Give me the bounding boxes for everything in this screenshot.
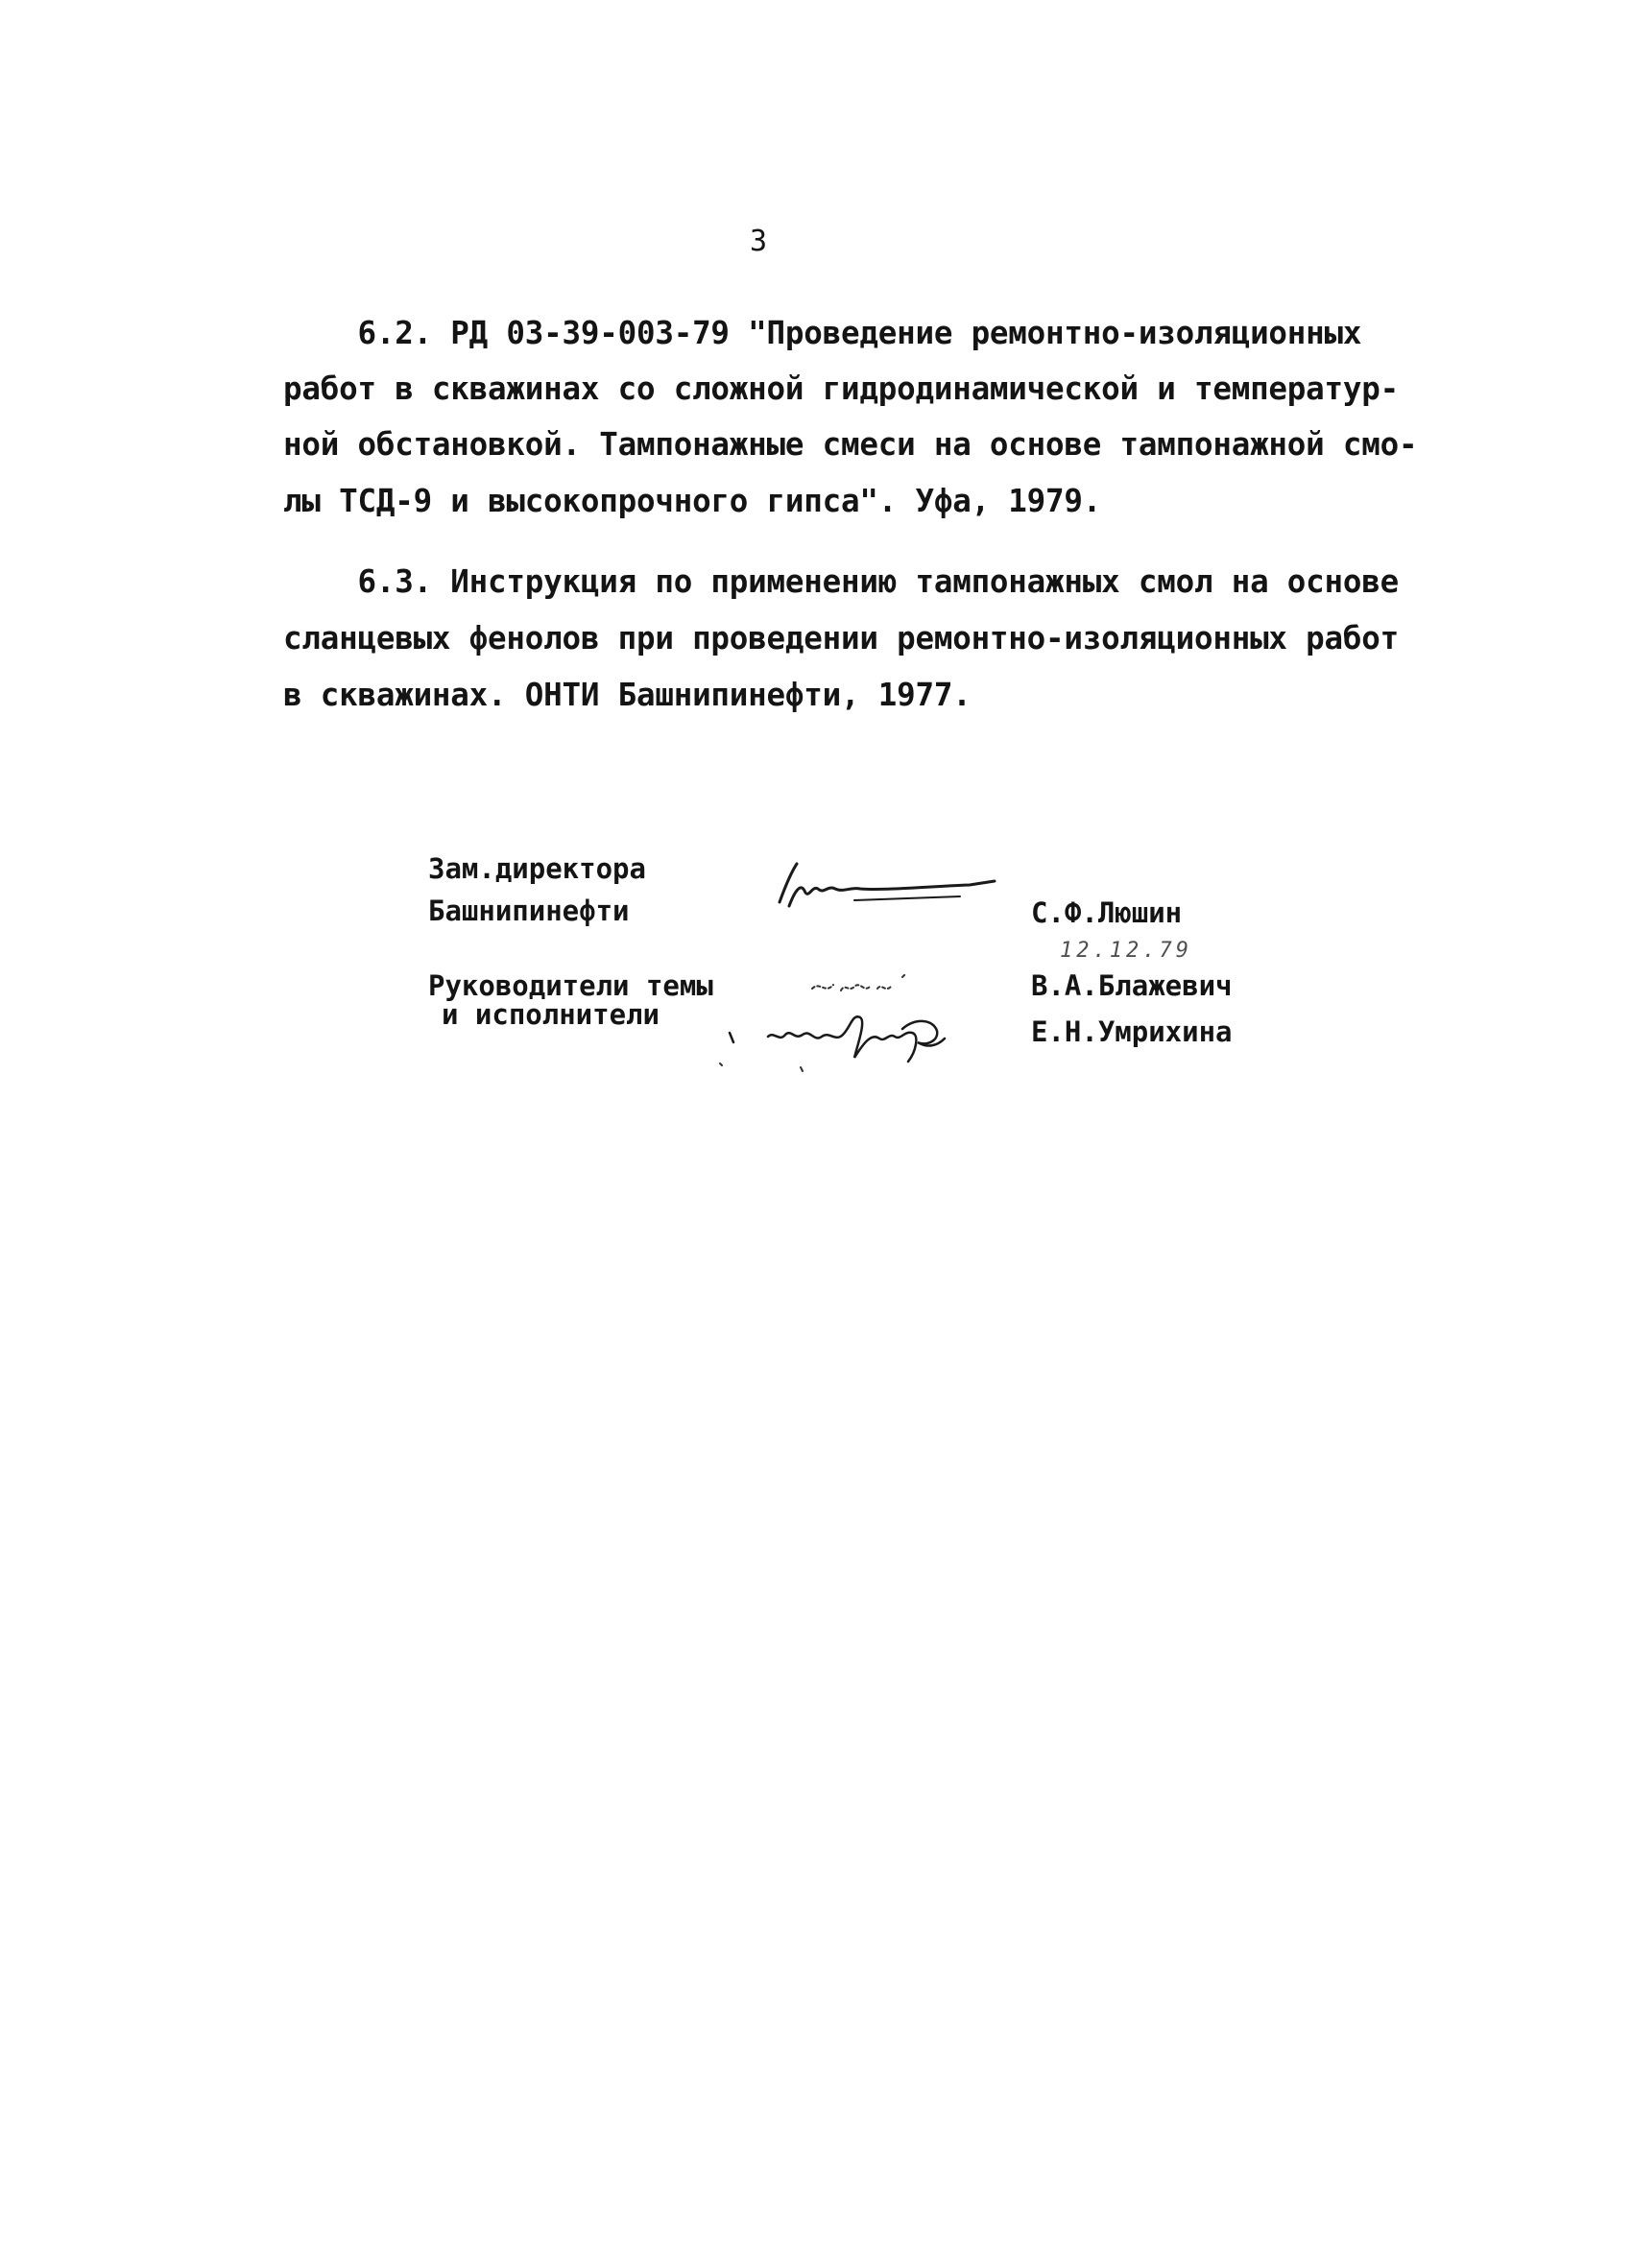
page-number: 3: [750, 225, 768, 258]
section-6-2-line-3: ной обстановкой. Тампонажные смеси на основе тампонажной смо-: [283, 426, 1418, 463]
deputy-title-2: Башнипинефти: [428, 895, 630, 927]
section-6-3-line-1: 6.3. Инструкция по применению тампонажных смол на основе: [283, 563, 1399, 600]
leaders-title-1: Руководители темы: [428, 969, 713, 1002]
leader-signature-2: [710, 1004, 998, 1075]
leader-name-1: В.А.Блажевич: [1031, 969, 1233, 1002]
section-6-2-line-1: 6.2. РД 03-39-003-79 "Проведение ремонтно-изоляционных: [283, 315, 1362, 351]
section-6-3-line-3: в скважинах. ОНТИ Башнипинефти, 1977.: [283, 677, 972, 713]
leader-signature-1: [806, 967, 922, 1002]
deputy-name: С.Ф.Люшин: [1031, 896, 1183, 929]
section-6-2-line-4: лы ТСД-9 и высокопрочного гипса". Уфа, 1979.: [283, 483, 1102, 519]
section-6-2-line-2: работ в скважинах со сложной гидродинамической и температур-: [283, 370, 1399, 407]
handwritten-date: 12.12.79: [1060, 939, 1192, 963]
deputy-title-1: Зам.директора: [428, 852, 646, 885]
deputy-signature: [768, 862, 998, 921]
section-6-3-line-2: сланцевых фенолов при проведении ремонтно-изоляционных работ: [283, 620, 1399, 657]
leader-name-2: Е.Н.Умрихина: [1031, 1015, 1233, 1048]
leaders-title-2: и исполнители: [442, 998, 660, 1031]
